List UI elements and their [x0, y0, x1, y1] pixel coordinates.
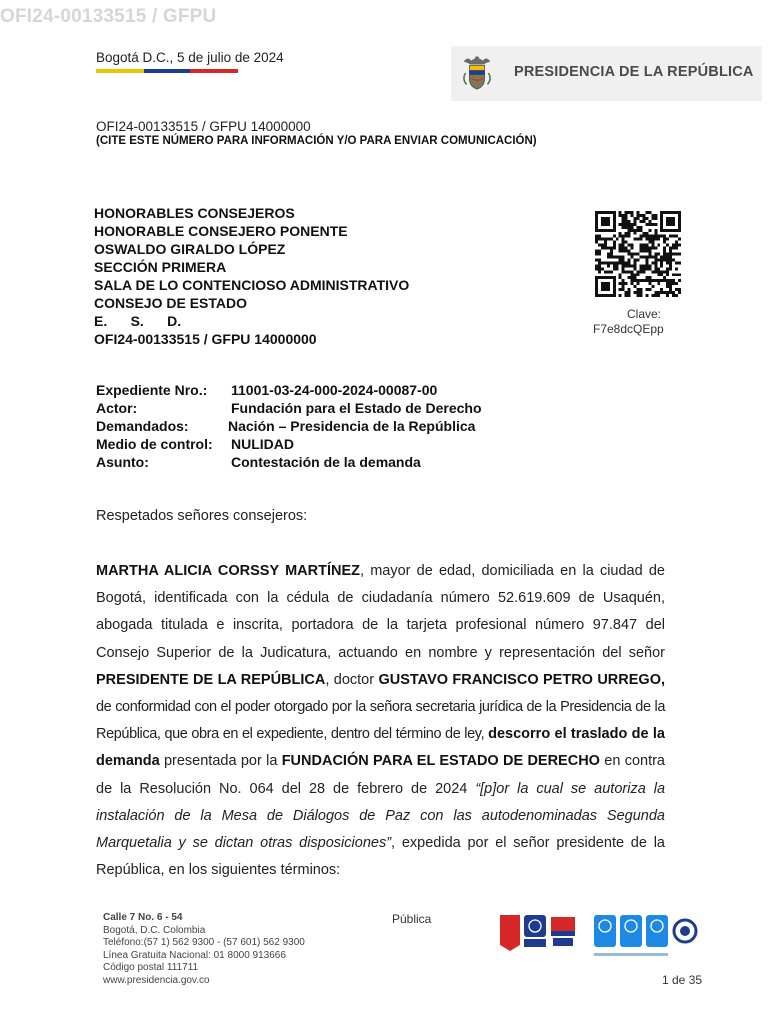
case-value: Nación – Presidencia de la República — [228, 418, 476, 434]
footer-address-line: Código postal 111711 — [103, 962, 199, 974]
reference-number: OFI24-00133515 / GFPU 14000000 — [96, 119, 311, 134]
colombia-coat-of-arms-icon — [458, 54, 496, 92]
addressee-line: CONSEJO DE ESTADO — [94, 295, 247, 311]
clave-label: Clave: — [627, 307, 662, 321]
case-label: Actor: — [96, 400, 138, 416]
page-number: 1 de 35 — [662, 973, 703, 987]
body-text: , expedida por el señor presidente de la República, en los siguientes términos: — [96, 835, 665, 879]
case-label: Demandados: — [96, 418, 189, 434]
case-label: Expediente Nro.: — [96, 382, 208, 398]
footer-address — [103, 912, 305, 988]
footer-address-line: Calle 7 No. 6 - 54 — [103, 912, 183, 923]
addressee-line: OFI24-00133515 / GFPU 14000000 — [94, 331, 317, 347]
case-info-block — [96, 381, 482, 471]
case-row-asunto — [96, 453, 482, 471]
presidency-logo-text: PRESIDENCIA DE LA REPÚBLICA — [514, 64, 754, 80]
addressee-line: OSWALDO GIRALDO LÓPEZ — [94, 241, 286, 257]
addressee-line: E. S. D. — [94, 313, 182, 329]
footer-website: www.presidencia.gov.co — [103, 974, 210, 986]
addressee-line: SECCIÓN PRIMERA — [94, 259, 227, 275]
classification-label: Pública — [392, 912, 432, 926]
body-text: , mayor de edad, domiciliada en la ciudad de Bogotá, identificada con la cédula de ciudadanía número 52.619.609 de Usaquén, abogada titulada e inscrita, portadora de la tarjeta profesional número 97.847 del Consejo Superior de la Judicatura, actuando en nombre y representación del señor — [96, 563, 665, 661]
case-value: 11001-03-24-000-2024-00087-00 — [231, 382, 438, 398]
case-row-medio-control — [96, 435, 482, 453]
case-row-expediente — [96, 381, 482, 399]
body-text: , doctor — [325, 671, 379, 688]
document-date: Bogotá D.C., 5 de julio de 2024 — [96, 50, 284, 65]
document-watermark: OFI24-00133515 / GFPU — [0, 6, 217, 27]
body-text: de conformidad con el poder otorgado por la señora secretaria jurídica de la Presidencia de la República, que obra en el expediente, dentro del término de ley, — [96, 699, 665, 743]
attorney-name: MARTHA ALICIA CORSSY MARTÍNEZ — [96, 563, 360, 579]
verification-qr-code — [595, 211, 681, 297]
case-value: Contestación de la demanda — [231, 454, 421, 470]
addressee-line: SALA DE LO CONTENCIOSO ADMINISTRATIVO — [94, 277, 410, 293]
clave-value: F7e8dcQEpp — [593, 322, 664, 336]
resolution-title: “[p]or la cual se autoriza la instalación de la Mesa de Diálogos de Paz con las autodenominadas Segunda Marquetalia y se dictan otras disposiciones” — [96, 780, 666, 852]
footer-address-line: Línea Gratuita Nacional: 01 8000 913666 — [103, 949, 286, 961]
addressee-line: HONORABLE CONSEJERO PONENTE — [94, 223, 348, 239]
addressee-line: HONORABLES CONSEJEROS — [94, 205, 295, 221]
case-value: NULIDAD — [231, 436, 294, 452]
represented-office: PRESIDENTE DE LA REPÚBLICA — [96, 671, 326, 688]
case-row-actor — [96, 399, 482, 417]
body-paragraph — [96, 558, 665, 884]
addressee-block — [94, 204, 409, 348]
plaintiff-name: FUNDACIÓN PARA EL ESTADO DE DERECHO — [281, 753, 600, 770]
footer-address-line: Teléfono:(57 1) 562 9300 - (57 601) 562 9300 — [103, 937, 305, 949]
action-phrase: descorro el traslado de la demanda — [96, 726, 665, 770]
body-text: presentada por la — [159, 753, 282, 770]
president-name: GUSTAVO FRANCISCO PETRO URREGO, — [378, 671, 666, 688]
case-row-demandados — [96, 417, 482, 435]
body-text: en contra de la Resolución No. 064 del 28 de febrero de 2024 — [96, 753, 665, 797]
cite-note: (CITE ESTE NÚMERO PARA INFORMACIÓN Y/O PARA ENVIAR COMUNICACIÓN) — [96, 135, 537, 147]
colombia-flag-bar — [96, 69, 238, 73]
case-label: Medio de control: — [96, 436, 213, 452]
case-value: Fundación para el Estado de Derecho — [231, 400, 482, 416]
greeting: Respetados señores consejeros: — [96, 508, 308, 524]
certification-seals-icon — [500, 913, 698, 967]
case-label: Asunto: — [96, 454, 149, 470]
footer-address-line: Bogotá, D.C. Colombia — [103, 924, 206, 936]
